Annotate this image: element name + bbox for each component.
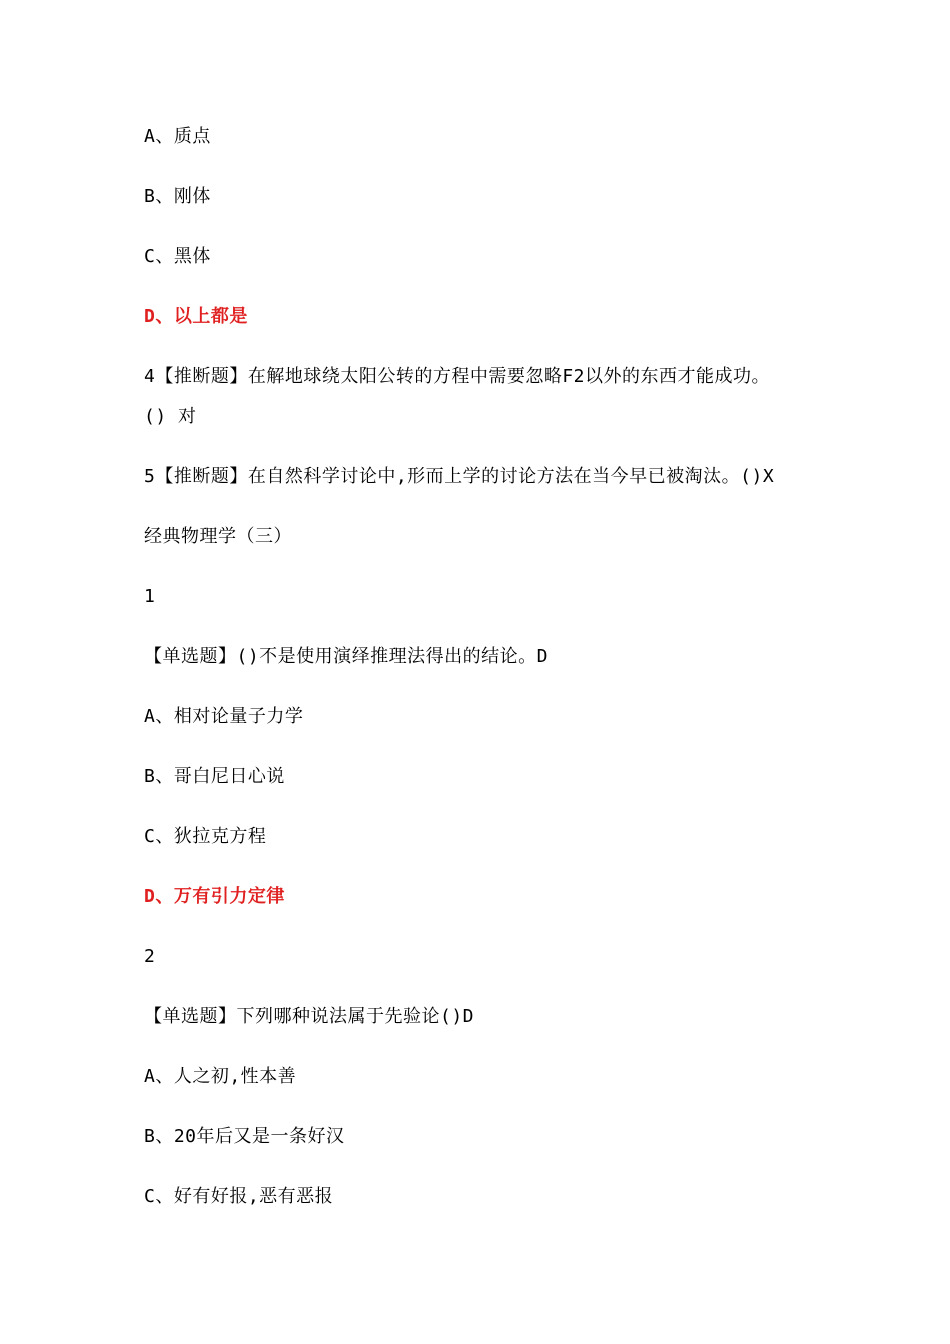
q1-option-c: C、狄拉克方程 (144, 826, 267, 847)
question-2-single-choice: 【单选题】下列哪种说法属于先验论()D (144, 1006, 475, 1027)
q1-option-a: A、相对论量子力学 (144, 706, 304, 727)
q1-option-b: B、哥白尼日心说 (144, 766, 285, 787)
option-c-black-body: C、黑体 (144, 246, 211, 267)
question-4-judgment: 4【推断题】在解地球绕太阳公转的方程中需要忽略F2以外的东西才能成功。 (144, 366, 771, 387)
q2-option-a: A、人之初,性本善 (144, 1066, 297, 1087)
question-number-1: 1 (144, 586, 156, 607)
option-d-all-above-answer: D、以上都是 (144, 306, 248, 327)
question-5-judgment: 5【推断题】在自然科学讨论中,形而上学的讨论方法在当今早已被淘汰。()X (144, 466, 775, 487)
question-number-2: 2 (144, 946, 156, 967)
option-a-mass-point: A、质点 (144, 126, 211, 147)
section-heading: 经典物理学（三） (144, 526, 292, 547)
option-b-rigid-body: B、刚体 (144, 186, 211, 207)
question-4-answer: () 对 (144, 406, 197, 427)
q2-option-c: C、好有好报,恶有恶报 (144, 1186, 334, 1207)
question-1-single-choice: 【单选题】()不是使用演绎推理法得出的结论。D (144, 646, 549, 667)
q2-option-b: B、20年后又是一条好汉 (144, 1126, 345, 1147)
q1-option-d-answer: D、万有引力定律 (144, 886, 285, 907)
